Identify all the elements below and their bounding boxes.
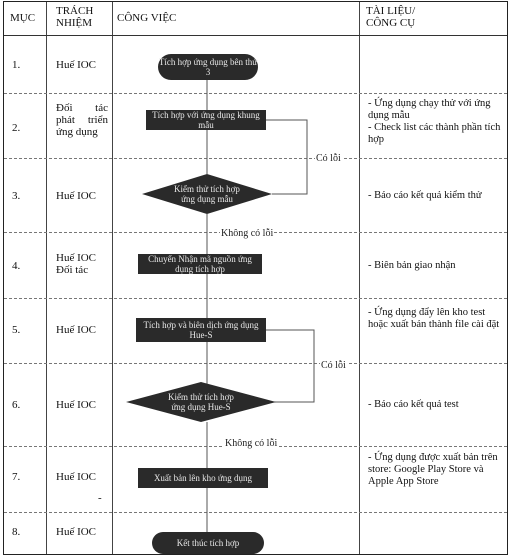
header-tai-lieu-2: CÔNG CỤ (366, 17, 416, 29)
header-trach-nhiem-1: TRÁCH (56, 5, 94, 17)
row-responsible: Huế IOC (56, 324, 97, 336)
header-cong-viec: CÔNG VIỆC (117, 12, 177, 24)
row-responsible: Huế IOC (56, 526, 97, 538)
row-docs: - Ứng dụng được xuất bản trên store: Google Play Store và Apple App Store (368, 452, 498, 487)
row-number: 3. (12, 190, 21, 202)
header-trach-nhiem-2: NHIỆM (56, 17, 93, 29)
row-responsible: Huế IOC (56, 190, 97, 202)
flow-process: Xuất bản lên kho ứng dụng (138, 468, 268, 488)
flow-label-error: Có lỗi (321, 360, 346, 371)
row-number: 6. (12, 399, 21, 411)
flow-decision (126, 382, 276, 422)
loop-connector (266, 120, 307, 194)
flow-label-no-error: Không có lỗi (221, 228, 274, 239)
row-docs: - Ứng dụng chạy thử với ứng dụng mẫu - Check list các thành phần tích hợp (368, 98, 501, 145)
flow-process: Chuyển Nhận mã nguồn ứng dụng tích hợp (138, 254, 262, 274)
flow-start-terminal: Tích hợp ứng dụng bên thứ 3 (158, 54, 258, 80)
row-docs: - Báo cáo kết quả test (368, 399, 459, 410)
row-responsible: Huế IOC (56, 471, 97, 483)
flow-label-error: Có lỗi (316, 153, 341, 164)
flow-process: Tích hợp với ứng dụng khung mẫu (146, 110, 266, 130)
flow-end-terminal: Kết thúc tích hợp (152, 532, 264, 554)
flow-decision (142, 174, 272, 214)
header-muc: MỤC (10, 12, 36, 24)
decision-label: Kiểm thử tích hợp ứng dụng mẫu (174, 184, 240, 204)
row-docs: - Ứng dụng đẩy lên kho test hoặc xuất bản thành file cài đặt (368, 307, 500, 330)
row-responsible: Huế IOC (56, 59, 97, 71)
process-table (3, 1, 508, 555)
row-number: 7. (12, 471, 21, 483)
row-number: 5. (12, 324, 21, 336)
row-docs: - Biên bản giao nhận (368, 260, 456, 271)
flow-process: Tích hợp và biên dịch ứng dụng Hue-S (136, 318, 266, 342)
row-number: 1. (12, 59, 21, 71)
row-number: 4. (12, 260, 21, 272)
row-number: 2. (12, 122, 21, 134)
header-tai-lieu-1: TÀI LIỆU/ (366, 5, 416, 17)
row-number: 8. (12, 526, 21, 538)
row-responsible: Huế IOC (56, 399, 97, 411)
row-mark: - (98, 492, 102, 504)
decision-label: Kiểm thử tích hợp ứng dụng Hue-S (168, 392, 234, 412)
flow-label-no-error: Không có lỗi (225, 438, 278, 449)
row-responsible: Đối tác phát triển ứng dụng (56, 102, 108, 138)
row-docs: - Báo cáo kết quả kiểm thử (368, 190, 482, 201)
row-responsible: Huế IOC Đối tác (56, 252, 97, 276)
